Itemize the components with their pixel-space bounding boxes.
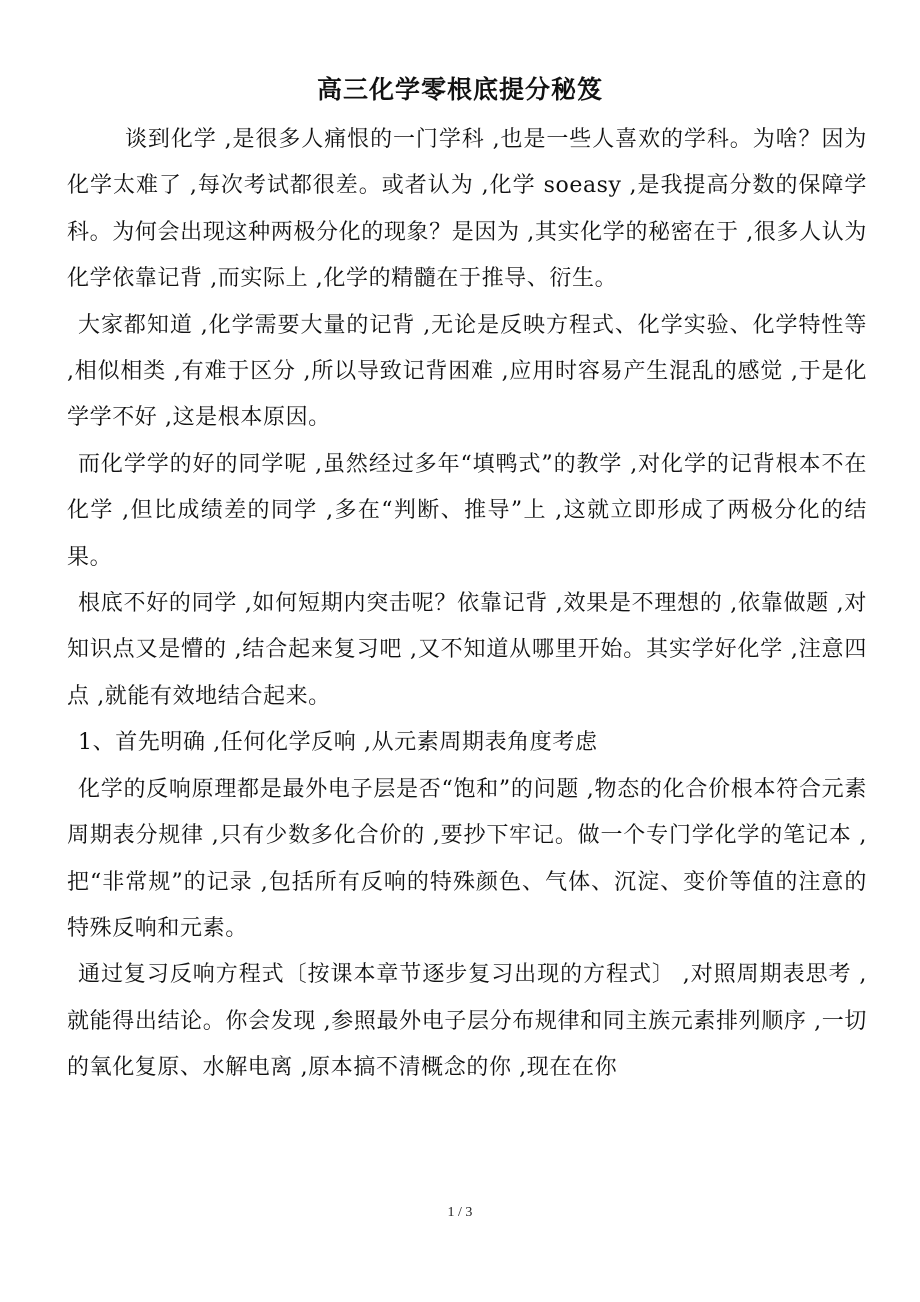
- paragraph-weak-foundation: 根底不好的同学 ,如何短期内突击呢？依靠记背 ,效果是不理想的 ,依靠做题 ,对知识点又是懵的 ,结合起来复习吧 ,又不知道从哪里开始。其实学好化学 ,注意四点 ,就能有效地结合起来。: [67, 591, 867, 709]
- document-title: 高三化学零根底提分秘笈: [316, 75, 603, 104]
- paragraph-intro: 谈到化学 ,是很多人痛恨的一门学科 ,也是一些人喜欢的学科。为啥？因为化学太难了 ,每次考试都很差。或者认为 ,化学 soeasy ,是我提高分数的保障学科。为何会出现这种两极分化的现象？是因为 ,其实化学的秘密在于 ,很多人认为化学依靠记背 ,而实际上 ,化学的精髓在于推导、衍生。: [67, 127, 867, 292]
- paragraph-good-students: 而化学学的好的同学呢 ,虽然经过多年“填鸭式”的教学 ,对化学的记背根本不在化学 ,但比成绩差的同学 ,多在“判断、推导”上 ,这就立即形成了两极分化的结果。: [67, 451, 867, 570]
- document-body: [67, 117, 867, 1092]
- section-heading-1: 1、首先明确 ,任何化学反响 ,从元素周期表角度考虑: [78, 730, 598, 756]
- paragraph-memorization: 大家都知道 ,化学需要大量的记背 ,无论是反映方程式、化学实验、化学特性等 ,相似相类 ,有难于区分 ,所以导致记背困难 ,应用时容易产生混乱的感觉 ,于是化学学不好 ,这是根本原因。: [67, 312, 867, 431]
- page-number: 1 / 3: [447, 1205, 473, 1220]
- paragraph-reaction-principle: 化学的反响原理都是最外电子层是否“饱和”的问题 ,物态的化合价根本符合元素周期表分规律 ,只有少数多化合价的 ,要抄下牢记。做一个专门学化学的笔记本 ,把“非常规”的记录 ,包括所有反响的特殊颜色、气体、沉淀、变价等值的注意的特殊反响和元素。: [67, 776, 867, 941]
- paragraph-review-equations: 通过复习反响方程式〔按课本章节逐步复习出现的方程式〕 ,对照周期表思考 ,就能得出结论。你会发现 ,参照最外电子层分布规律和同主族元素排列顺序 ,一切的氧化复原、水解电离 ,原本搞不清概念的你 ,现在在你: [67, 962, 867, 1081]
